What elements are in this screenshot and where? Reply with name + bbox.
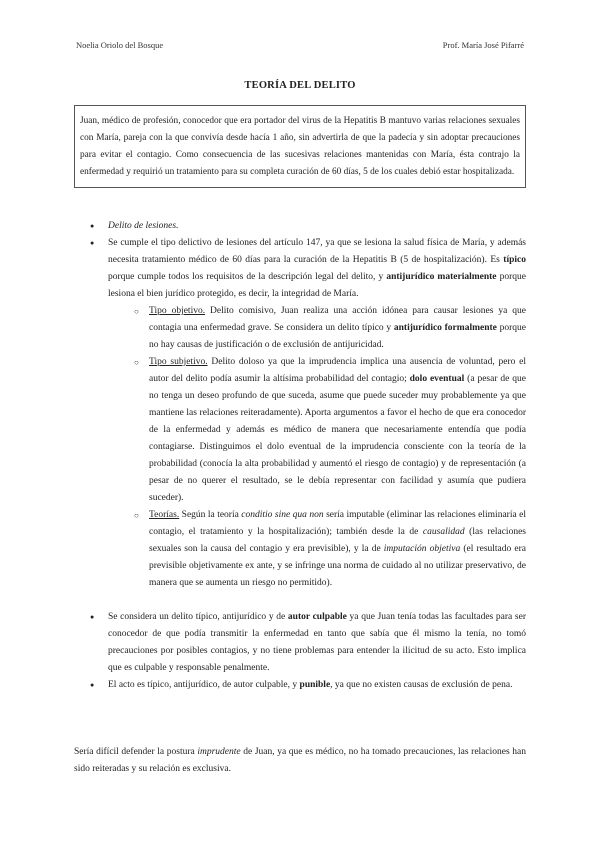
page-header: [76, 40, 524, 50]
list-item-offense: [90, 218, 526, 235]
list-item-culpability: ● Se considera un delito típico, antijurídico y de autor culpable ya que Juan tenía todas las facultades para ser conocedor de que podía transmitir la enfermedad en tanto que sabía que él mismo la tenía, no tomó precauciones por posibles contagios, y no tiene problemas para entender la ilicitud de su acto. Esto implica que es culpable y responsable penalmente.: [90, 609, 526, 677]
objective-type-label: Tipo objetivo.: [149, 306, 206, 316]
sublist-item-subjective: ○ Tipo subjetivo. Delito doloso ya que la imprudencia implica una ausencia de voluntad, pero el autor del delito podía asumir la altísima probabilidad del contagio; dolo eventual (a pesar de que no tenga un deseo profundo de que suceda, asume que puede suceder muy probablemente ya que mantiene las relaciones reiteradamente). Aporta argumentos a favor el hecho de que era conocedor de la enfermedad y además es médico de manera que necesariamente entendía que podía contagiarse. Distinguimos el dolo eventual de la imprudencia consciente con la teoría de la probabilidad (conocía la alta probabilidad y aumentó el riesgo de contagio) y de representación (a pesar de no querer el resultado, se le debía representar con facilidad y asumía que pudiera suceder).: [134, 354, 526, 507]
spacer: [108, 592, 526, 609]
case-statement-box: Juan, médico de profesión, conocedor que era portador del virus de la Hepatitis B mantuvo varias relaciones sexuales con María, pareja con la que convivía desde hacía 1 año, sin advertirla de que la padecía y sin adoptar precauciones para evitar el contagio. Como consecuencia de las sucesivas relaciones mantenidas con María, ésta contrajo la enfermedad y requirió un tratamiento para su completa curación de 60 días, 5 de los cuales debió estar hospitalizada.: [74, 105, 526, 188]
subjective-type-label: Tipo subjetivo.: [149, 357, 208, 367]
list-item-punishability: ● El acto es típico, antijurídico, de autor culpable, y punible, ya que no existen causas de exclusión de pena.: [90, 677, 526, 694]
offense-label: Delito de lesiones.: [108, 221, 179, 231]
theories-label: Teorías.: [149, 510, 180, 520]
list-item-typicity: ● Se cumple el tipo delictivo de lesiones del artículo 147, ya que se lesiona la salud física de María, y además necesita tratamiento médico de 60 días para la curación de la Hepatitis B (5 de hospitalización). Es típico porque cumple todos los requisitos de la descripción legal del delito, y antijurídico materialmente porque lesiona el bien jurídico protegido, es decir, la integridad de María. ○ Tipo objetivo. Delito comisivo, Juan realiza una acción idónea para causar lesiones ya que contagia una enfermedad grave. Se considera un delito típico y antijurídico formalmente porque no hay causas de justificación o de exclusión de antijuricidad. ○ Tipo subjetivo. Delito doloso ya que la imprudencia implica una ausencia de voluntad, pero el autor del delito podía asumir la altísima probabilidad del contagio; dolo eventual (a pesar de que no tenga un deseo profundo de que suceda, asume que puede suceder muy probablemente ya que mantiene las relaciones reiteradamente). Aporta argumentos a favor el hecho de que era conocedor de la enfermedad y además es médico de manera que necesariamente entendía que podía contagiarse. Distinguimos el dolo eventual de la imprudencia consciente con la teoría de la probabilidad (conocía la alta probabilidad y aumentó el riesgo de contagio) y de representación (a pesar de no querer el resultado, se le debía representar con facilidad y asumía que pudiera suceder). ○ Teorías. Según la teoría conditio sine qua non sería imputable (eliminar las relaciones eliminaría el contagio, el tratamiento y la hospitalización); también desde la de causalidad (las relaciones sexuales son la causa del contagio y era previsible), y la de imputación objetiva (el resultado era previsible objetivamente ex ante, y se infringe una norma de cuidado al no utilizar preservativo, de manera que se aumenta un riesgo no permitido).: [90, 235, 526, 609]
sublist-item-objective: ○ Tipo objetivo. Delito comisivo, Juan realiza una acción idónea para causar lesiones ya que contagia una enfermedad grave. Se considera un delito típico y antijurídico formalmente porque no hay causas de justificación o de exclusión de antijuricidad.: [134, 303, 526, 354]
conclusion-paragraph: Sería difícil defender la postura imprudente de Juan, ya que es médico, no ha tomado precauciones, las relaciones han sido reiteradas y su relación es exclusiva.: [74, 746, 526, 774]
page-title: TEORÍA DEL DELITO: [244, 80, 356, 91]
header-author: Noelia Oriolo del Bosque: [76, 40, 164, 50]
typicity-sublist: [108, 303, 526, 592]
header-professor: Prof. María José Pifarré: [442, 40, 524, 50]
sublist-item-theories: ○ Teorías. Según la teoría conditio sine qua non sería imputable (eliminar las relaciones eliminaría el contagio, el tratamiento y la hospitalización); también desde la de causalidad (las relaciones sexuales son la causa del contagio y era previsible), y la de imputación objetiva (el resultado era previsible objetivamente ex ante, y se infringe una norma de cuidado al no utilizar preservativo, de manera que se aumenta un riesgo no permitido).: [134, 507, 526, 592]
analysis-list: [90, 218, 526, 694]
